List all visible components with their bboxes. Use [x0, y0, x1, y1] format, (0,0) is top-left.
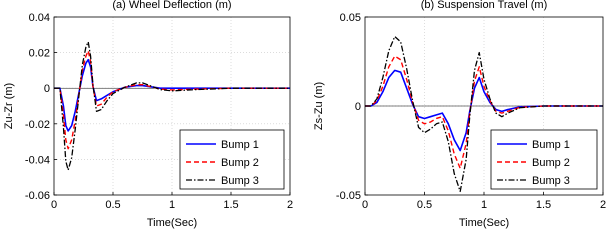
- chart-title: (b) Suspension Travel (m): [420, 0, 548, 11]
- y-tick-labels: [25, 12, 57, 202]
- x-tick-label: 0: [361, 199, 369, 211]
- y-tick-label: 0.04: [28, 12, 50, 24]
- y-axis-label: Zs-Zu (m): [313, 81, 325, 131]
- y-tick-label: -0.06: [24, 190, 50, 202]
- legend-label-bump-1: Bump 1: [221, 139, 259, 151]
- x-tick-label: 0: [50, 199, 58, 211]
- legend-label-bump-2: Bump 2: [532, 157, 570, 169]
- x-tick-label: 1.5: [535, 199, 552, 211]
- y-tick-label: -0.05: [335, 190, 361, 202]
- legend-label-bump-1: Bump 1: [532, 139, 570, 151]
- x-tick-label: 0.5: [105, 199, 121, 211]
- x-tick-label: 2: [286, 199, 294, 211]
- x-tick-label: 1: [168, 199, 176, 211]
- x-tick-label: 1.5: [223, 199, 239, 211]
- legend-label-bump-2: Bump 2: [221, 157, 259, 169]
- x-tick-label: 1: [480, 199, 488, 211]
- y-tick-label: 0.05: [339, 12, 361, 24]
- chart-panel-a: [3, 0, 293, 229]
- x-axis-label: Time(Sec): [458, 217, 510, 229]
- chart-title: (a) Wheel Deflection (m): [112, 0, 232, 11]
- chart-panel-b: [313, 0, 606, 229]
- x-tick-label: 0.5: [416, 199, 433, 211]
- y-tick-label: -0.02: [24, 118, 50, 131]
- x-axis-label: Time(Sec): [146, 217, 198, 229]
- y-tick-label: 0.02: [28, 47, 50, 60]
- legend-label-bump-3: Bump 3: [532, 175, 570, 187]
- legend: [180, 130, 284, 189]
- y-axis-label: Zu-Zr (m): [3, 82, 15, 130]
- y-tick-labels: [336, 12, 368, 202]
- legend: [491, 130, 597, 189]
- y-tick-label: 0: [354, 101, 361, 113]
- x-tick-label: 2: [599, 199, 607, 211]
- legend-label-bump-3: Bump 3: [221, 175, 259, 187]
- y-tick-label: -0.04: [24, 154, 50, 167]
- y-tick-label: 0: [43, 83, 50, 96]
